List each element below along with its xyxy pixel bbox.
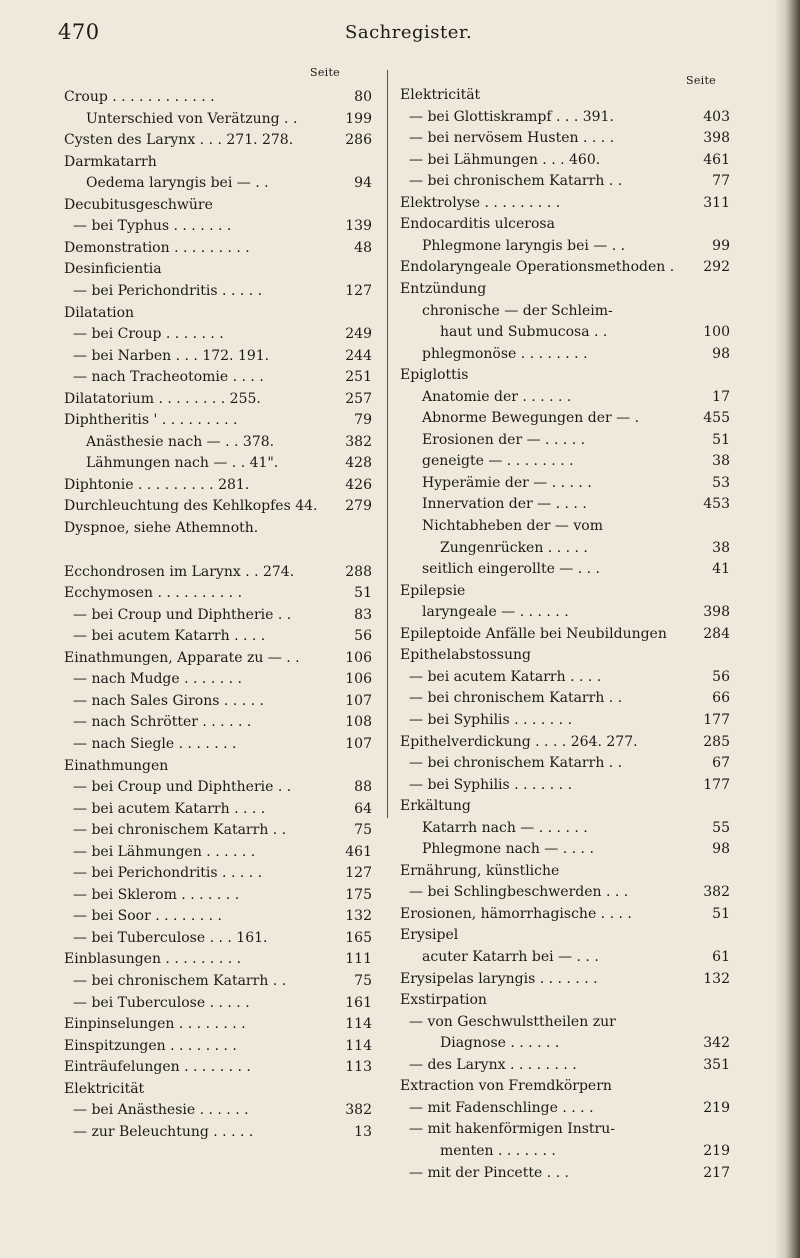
index-entry-page: 83 — [354, 606, 372, 623]
index-entry-text: — bei Typhus . . . . . . . — [73, 218, 232, 235]
index-entry-page: 56 — [712, 668, 730, 685]
index-entry-page: 77 — [712, 173, 730, 190]
index-entry — [400, 1075, 730, 1097]
index-entry-text: Hyperämie der — . . . . . — [422, 474, 592, 491]
index-entry — [400, 731, 730, 753]
index-entry-text: Einblasungen . . . . . . . . . — [64, 951, 242, 968]
index-entry-text: haut und Submucosa . . — [440, 324, 608, 341]
index-entry — [400, 644, 730, 666]
index-entry-text: Epilepsie — [400, 582, 466, 599]
index-entry-text: Ernährung, künstliche — [400, 862, 560, 879]
index-entry-text: — bei acutem Katarrh . . . . — [409, 668, 602, 685]
index-entry-page: 199 — [345, 110, 372, 127]
index-entry — [64, 561, 372, 583]
index-entry-text: Oedema laryngis bei — . . — [86, 175, 269, 192]
index-entry-page: 249 — [345, 326, 372, 343]
index-entry — [400, 493, 730, 515]
index-entry-page: 382 — [703, 884, 730, 901]
index-entry — [400, 343, 730, 365]
index-entry-text: — bei Schlingbeschwerden . . . — [409, 884, 629, 901]
index-entry — [64, 905, 372, 927]
index-entry-text: — bei Sklerom . . . . . . . — [73, 886, 240, 903]
index-entry-page: 426 — [345, 476, 372, 493]
index-entry-text: phlegmonöse . . . . . . . . — [422, 345, 588, 362]
index-entry — [64, 151, 372, 173]
index-entry — [400, 429, 730, 451]
index-entry-page: 461 — [703, 151, 730, 168]
index-entry — [64, 302, 372, 324]
index-entry-text: chronische — der Schleim- — [422, 302, 613, 319]
index-entry-text: — von Geschwulsttheilen zur — [409, 1013, 616, 1030]
index-entry-page: 244 — [345, 347, 372, 364]
index-entry-page: 67 — [712, 755, 730, 772]
index-entry — [64, 841, 372, 863]
index-entry-text: Dilatatorium . . . . . . . . 255. — [64, 390, 261, 407]
index-entry — [64, 625, 372, 647]
index-entry — [400, 300, 730, 322]
index-entry-text: Erkältung — [400, 798, 471, 815]
index-entry-text: — mit Fadenschlinge . . . . — [409, 1099, 594, 1116]
index-entry-page: 382 — [345, 433, 372, 450]
index-entry — [400, 709, 730, 731]
index-entry-page: 398 — [703, 130, 730, 147]
index-entry-text: Cysten des Larynx . . . 271. 278. — [64, 132, 294, 149]
index-entry — [64, 258, 372, 280]
index-entry-text: Epileptoide Anfälle bei Neubildungen — [400, 625, 667, 642]
index-entry-page: 107 — [345, 735, 372, 752]
index-entry — [64, 647, 372, 669]
index-entry-page: 66 — [712, 690, 730, 707]
index-entry-page: 98 — [712, 345, 730, 362]
index-entry — [400, 1162, 730, 1184]
index-entry-page: 38 — [712, 539, 730, 556]
index-entry — [400, 1032, 730, 1054]
index-entry — [400, 235, 730, 257]
index-entry-page: 351 — [703, 1056, 730, 1073]
index-entry — [400, 450, 730, 472]
index-entry — [400, 386, 730, 408]
seite-label-right: Seite — [686, 74, 716, 87]
index-entry — [400, 817, 730, 839]
index-entry-text: — mit der Pincette . . . — [409, 1164, 569, 1181]
index-entry-page: 48 — [354, 239, 372, 256]
index-entry-text: menten . . . . . . . — [440, 1142, 556, 1159]
index-entry-page: 111 — [345, 951, 372, 968]
index-entry — [400, 903, 730, 925]
index-entry — [400, 321, 730, 343]
index-entry — [400, 860, 730, 882]
index-entry-text: Endolaryngeale Operationsmethoden . — [400, 259, 675, 276]
index-entry-page: 342 — [703, 1035, 730, 1052]
index-entry — [64, 927, 372, 949]
index-entry-text: Lähmungen nach — . . 41". — [86, 455, 279, 472]
index-entry — [64, 711, 372, 733]
index-entry-text: Phlegmone laryngis bei — . . — [422, 237, 626, 254]
index-entry-text: Darmkatarrh — [64, 153, 157, 170]
index-entry — [64, 862, 372, 884]
index-entry — [400, 256, 730, 278]
index-entry-page: 114 — [345, 1016, 372, 1033]
index-entry-page: 13 — [354, 1123, 372, 1140]
index-entry-page: 428 — [345, 455, 372, 472]
index-entry-text: Decubitusgeschwüre — [64, 196, 213, 213]
index-entry-page: 284 — [703, 625, 730, 642]
index-entry-page: 61 — [712, 949, 730, 965]
index-entry — [400, 666, 730, 688]
index-entry — [64, 1056, 372, 1078]
index-entry-text: — nach Schrötter . . . . . . — [73, 714, 252, 731]
index-entry-text: Elektrolyse . . . . . . . . . — [400, 194, 561, 211]
index-entry-text: Endocarditis ulcerosa — [400, 216, 555, 233]
index-entry-text: seitlich eingerollte — . . . — [422, 561, 601, 578]
index-entry-text: — nach Mudge . . . . . . . — [73, 671, 242, 688]
index-entry-page: 38 — [712, 453, 730, 470]
index-entry — [64, 280, 372, 302]
index-entry-page: 257 — [345, 390, 372, 407]
index-entry-text: — bei Croup und Diphtherie . . — [73, 779, 292, 796]
index-entry-text: Elektricität — [400, 87, 481, 103]
index-entry-text: Einathmungen, Apparate zu — . . — [64, 649, 300, 666]
index-entry — [400, 752, 730, 774]
index-entry-page: 64 — [354, 800, 372, 817]
index-entry-text: Anästhesie nach — . . 378. — [86, 433, 275, 450]
index-entry-text: — bei Narben . . . 172. 191. — [73, 347, 270, 364]
index-entry — [400, 774, 730, 796]
index-entry — [64, 345, 372, 367]
index-entry — [64, 495, 372, 517]
index-entry-page: 288 — [345, 563, 372, 580]
index-entry — [400, 989, 730, 1011]
index-entry — [64, 1013, 372, 1035]
index-entry-text: — nach Siegle . . . . . . . — [73, 735, 237, 752]
index-entry — [400, 1140, 730, 1162]
index-entry-text: — bei Lähmungen . . . 460. — [409, 151, 601, 168]
index-entry-text: Diphtonie . . . . . . . . . 281. — [64, 476, 250, 493]
index-entry — [64, 819, 372, 841]
index-entry — [64, 1121, 372, 1143]
index-entry-text: Dyspnoe, siehe Athemnoth. — [64, 520, 259, 536]
index-entry-text: — bei chronischem Katarrh . . — [409, 755, 623, 772]
index-entry-text: Exstirpation — [400, 992, 487, 1009]
index-entry — [64, 1099, 372, 1121]
index-entry-text: — bei chronischem Katarrh . . — [73, 973, 287, 989]
index-entry — [64, 409, 372, 431]
index-entry — [64, 690, 372, 712]
index-entry-text: Einspitzungen . . . . . . . . — [64, 1037, 237, 1054]
index-entry-page: 132 — [345, 908, 372, 925]
index-entry-text: Phlegmone nach — . . . . — [422, 841, 594, 858]
index-entry — [64, 323, 372, 345]
index-entry-text: — bei Syphilis . . . . . . . — [409, 776, 573, 793]
index-entry-page: 292 — [703, 259, 730, 276]
index-entry-page: 455 — [703, 410, 730, 427]
index-entry — [400, 407, 730, 429]
index-entry-page: 94 — [354, 175, 372, 192]
index-entry-text: Zungenrücken . . . . . — [440, 539, 588, 556]
index-entry-text: — nach Tracheotomie . . . . — [73, 369, 264, 386]
index-entry-page: 99 — [712, 237, 730, 254]
index-entry-page: 88 — [354, 779, 372, 796]
index-entry — [400, 84, 730, 106]
index-entry — [64, 668, 372, 690]
index-entry-page: 219 — [703, 1142, 730, 1159]
index-entry-page: 286 — [345, 132, 372, 149]
index-entry — [400, 1054, 730, 1076]
index-entry — [400, 558, 730, 580]
index-entry-text: Entzündung — [400, 280, 487, 297]
index-entry-page: 161 — [345, 994, 372, 1011]
index-entry-page: 127 — [345, 282, 372, 299]
index-entry — [400, 1097, 730, 1119]
index-entry — [400, 1011, 730, 1033]
index-entry-page: 461 — [345, 843, 372, 860]
index-entry-page: 100 — [703, 324, 730, 341]
index-entry — [400, 924, 730, 946]
index-entry-text: Unterschied von Verätzung . . — [86, 110, 298, 127]
index-entry — [400, 881, 730, 903]
index-entry-page: 113 — [345, 1059, 372, 1076]
index-entry — [64, 194, 372, 216]
index-entry-text: Ecchondrosen im Larynx . . 274. — [64, 563, 295, 580]
index-entry — [64, 970, 372, 992]
page-number: 470 — [58, 20, 100, 44]
index-entry — [64, 776, 372, 798]
index-entry-page: 127 — [345, 865, 372, 882]
index-entry-text: Erosionen, hämorrhagische . . . . — [400, 905, 632, 922]
index-entry-text: — zur Beleuchtung . . . . . — [73, 1123, 254, 1140]
index-entry — [64, 517, 372, 539]
index-entry — [400, 364, 730, 386]
index-entry-text: Croup . . . . . . . . . . . . — [64, 89, 215, 105]
index-entry-page: 175 — [345, 886, 372, 903]
index-entry — [64, 366, 372, 388]
index-entry — [64, 884, 372, 906]
index-entry — [400, 127, 730, 149]
index-entry-page: 114 — [345, 1037, 372, 1054]
index-entry — [400, 170, 730, 192]
index-entry-text: Dilatation — [64, 304, 135, 321]
index-entry-text: Erysipelas laryngis . . . . . . . — [400, 970, 598, 987]
index-entry-text: — bei chronischem Katarrh . . — [409, 173, 623, 190]
index-entry-text: — bei acutem Katarrh . . . . — [73, 628, 266, 645]
index-entry-text: Anatomie der . . . . . . — [422, 388, 572, 405]
index-entry-page: 41 — [712, 561, 730, 578]
index-entry-text: — bei Perichondritis . . . . . — [73, 282, 263, 299]
index-entry — [64, 755, 372, 777]
index-entry — [64, 992, 372, 1014]
index-entry-text: Epithelabstossung — [400, 647, 531, 664]
index-entry-page: 108 — [345, 714, 372, 731]
index-entry-text: — bei Tuberculose . . . 161. — [73, 929, 268, 946]
index-entry-page: 279 — [345, 498, 372, 515]
index-entry-text: — bei chronischem Katarrh . . — [73, 822, 287, 839]
index-entry-text: Epithelverdickung . . . . 264. 277. — [400, 733, 638, 750]
binding-shadow — [774, 0, 800, 1258]
index-entry-text: — mit hakenförmigen Instru- — [409, 1121, 615, 1138]
index-entry-text: Durchleuchtung des Kehlkopfes 44. — [64, 498, 318, 515]
index-entry-text: — bei Glottiskrampf . . . 391. — [409, 108, 614, 125]
index-entry — [400, 1118, 730, 1140]
index-entry-text: — bei Croup und Diphtherie . . — [73, 606, 292, 623]
index-entry-page: 98 — [712, 841, 730, 858]
index-entry — [64, 172, 372, 194]
index-entry-text: — bei Syphilis . . . . . . . — [409, 711, 573, 728]
index-entry-text: Innervation der — . . . . — [422, 496, 587, 513]
index-entry — [400, 515, 730, 537]
index-entry-page: 51 — [712, 905, 730, 922]
index-entry-text: Nichtabheben der — vom — [422, 518, 603, 534]
index-entry-page: 79 — [354, 412, 372, 429]
index-entry-text: Extraction von Fremdkörpern — [400, 1078, 612, 1095]
index-entry-text: Abnorme Bewegungen der — . — [422, 410, 640, 427]
index-entry — [400, 472, 730, 494]
index-entry — [64, 1035, 372, 1057]
index-entry-page: 17 — [712, 388, 730, 405]
index-entry — [64, 108, 372, 130]
index-entry-text: — bei Tuberculose . . . . . — [73, 994, 250, 1011]
index-entry — [64, 129, 372, 151]
index-entry — [400, 213, 730, 235]
index-entry-text: acuter Katarrh bei — . . . — [422, 949, 599, 965]
index-entry — [64, 1078, 372, 1100]
index-entry-page: 80 — [354, 89, 372, 105]
index-entry-text: geneigte — . . . . . . . . — [422, 453, 574, 470]
index-entry-page: 132 — [703, 970, 730, 987]
index-entry-page: 453 — [703, 496, 730, 513]
index-entry-page: 217 — [703, 1164, 730, 1181]
index-entry-page: 106 — [345, 649, 372, 666]
index-entry-text: — nach Sales Girons . . . . . — [73, 692, 264, 709]
index-entry — [400, 687, 730, 709]
column-divider — [387, 70, 388, 818]
index-entry — [400, 149, 730, 171]
index-entry-page: 177 — [703, 776, 730, 793]
index-entry — [64, 388, 372, 410]
index-entry-text: laryngeale — . . . . . . — [422, 604, 569, 621]
index-entry — [400, 192, 730, 214]
page-title: Sachregister. — [345, 22, 473, 43]
index-entry-text: Einträufelungen . . . . . . . . — [64, 1059, 251, 1076]
index-entry-text: Ecchymosen . . . . . . . . . . — [64, 585, 243, 602]
index-entry-text: Desinficientia — [64, 261, 162, 278]
index-entry-text: — bei Perichondritis . . . . . — [73, 865, 263, 882]
index-entry-page: 51 — [354, 585, 372, 602]
index-entry-text: Epiglottis — [400, 367, 469, 384]
index-entry-text: Erysipel — [400, 927, 459, 944]
index-entry-page: 403 — [703, 108, 730, 125]
index-entry — [400, 278, 730, 300]
index-entry — [400, 106, 730, 128]
index-entry-page: 55 — [712, 819, 730, 836]
index-entry-text: Demonstration . . . . . . . . . — [64, 239, 250, 256]
index-entry — [400, 580, 730, 602]
index-entry — [400, 795, 730, 817]
index-entry — [400, 968, 730, 990]
index-entry-text: — bei Croup . . . . . . . — [73, 326, 224, 343]
index-entry-page: 107 — [345, 692, 372, 709]
index-entry-page: 177 — [703, 711, 730, 728]
index-entry — [64, 431, 372, 453]
index-entry-page: 311 — [703, 194, 730, 211]
index-entry-page: 382 — [345, 1102, 372, 1119]
index-entry-text: Einpinselungen . . . . . . . . — [64, 1016, 246, 1033]
index-entry-text: — bei acutem Katarrh . . . . — [73, 800, 266, 817]
index-entry-text: — bei Anästhesie . . . . . . — [73, 1102, 249, 1119]
index-entry — [400, 623, 730, 645]
index-entry-text: — bei Soor . . . . . . . . — [73, 908, 222, 925]
index-entry — [400, 946, 730, 968]
index-entry — [64, 237, 372, 259]
index-entry-page: 106 — [345, 671, 372, 688]
index-entry-text: Erosionen der — . . . . . — [422, 431, 586, 448]
index-entry-text: — bei Lähmungen . . . . . . — [73, 843, 256, 860]
index-entry-page: 75 — [354, 973, 372, 989]
index-entry — [64, 604, 372, 626]
index-entry-page: 75 — [354, 822, 372, 839]
index-entry-text: — bei nervösem Husten . . . . — [409, 130, 615, 147]
index-entry — [64, 215, 372, 237]
index-entry-page: 53 — [712, 474, 730, 491]
index-entry — [64, 86, 372, 108]
index-entry-page: 56 — [354, 628, 372, 645]
index-entry-page: 51 — [712, 431, 730, 448]
index-entry-text: Diagnose . . . . . . — [440, 1035, 560, 1052]
index-entry-page: 219 — [703, 1099, 730, 1116]
index-entry — [400, 537, 730, 559]
index-entry-text: Katarrh nach — . . . . . . — [422, 819, 588, 836]
seite-label-left: Seite — [310, 66, 340, 79]
index-entry-text: Diphtheritis ' . . . . . . . . . — [64, 412, 238, 429]
index-entry — [64, 798, 372, 820]
index-entry — [64, 733, 372, 755]
index-entry-page: 165 — [345, 929, 372, 946]
index-entry — [64, 452, 372, 474]
index-entry-text: — bei chronischem Katarrh . . — [409, 690, 623, 707]
index-entry — [64, 582, 372, 604]
index-entry-page: 398 — [703, 604, 730, 621]
index-entry-text: Einathmungen — [64, 757, 169, 774]
index-entry — [64, 948, 372, 970]
index-entry-text: — des Larynx . . . . . . . . — [409, 1056, 577, 1073]
index-entry — [64, 474, 372, 496]
index-entry-page: 139 — [345, 218, 372, 235]
index-entry-page: 285 — [703, 733, 730, 750]
index-entry-text: Elektricität — [64, 1080, 145, 1097]
index-entry — [400, 838, 730, 860]
index-entry — [400, 601, 730, 623]
index-entry-page: 251 — [345, 369, 372, 386]
